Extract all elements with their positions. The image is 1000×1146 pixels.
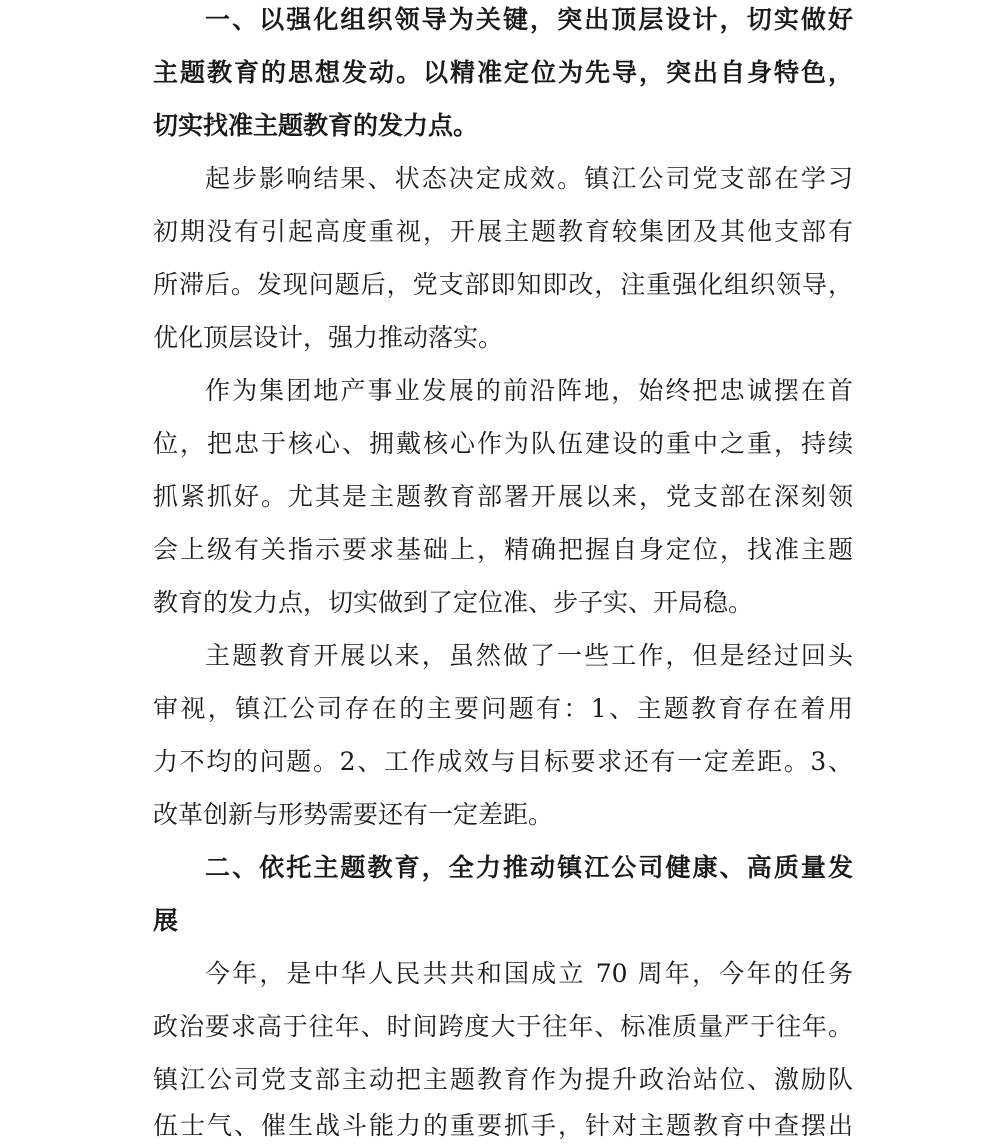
para-4-line-4: 伍士气、催生战斗能力的重要抓手，针对主题教育中查摆出 [153, 1111, 853, 1140]
heading-1-line-2: 主题教育的思想发动。以精准定位为先导，突出自身特色， [153, 58, 853, 87]
para-3-line-4: 改革创新与形势需要还有一定差距。 [153, 800, 554, 829]
para-1-line-4: 优化顶层设计，强力推动落实。 [153, 323, 504, 352]
para-2-line-1: 作为集团地产事业发展的前沿阵地，始终把忠诚摆在首 [205, 376, 853, 405]
para-4-line-2: 政治要求高于往年、时间跨度大于往年、标准质量严于往年。 [153, 1012, 853, 1041]
heading-1-line-3: 切实找准主题教育的发力点。 [153, 111, 479, 140]
para-4-line-1: 今年，是中华人民共共和国成立 70 周年，今年的任务 [205, 959, 853, 988]
para-2-line-3: 抓紧抓好。尤其是主题教育部署开展以来，党支部在深刻领 [153, 482, 853, 511]
para-1-line-2: 初期没有引起高度重视，开展主题教育较集团及其他支部有 [153, 217, 853, 246]
para-3-line-1: 主题教育开展以来，虽然做了一些工作，但是经过回头 [205, 641, 853, 670]
para-3-line-3: 力不均的问题。2、工作成效与目标要求还有一定差距。3、 [153, 747, 853, 776]
para-2-line-4: 会上级有关指示要求基础上，精确把握自身定位，找准主题 [153, 535, 853, 564]
para-2-line-5: 教育的发力点，切实做到了定位准、步子实、开局稳。 [153, 588, 754, 617]
heading-2-line-1: 二、依托主题教育，全力推动镇江公司健康、高质量发 [205, 853, 853, 882]
heading-1-line-1: 一、以强化组织领导为关键，突出顶层设计，切实做好 [205, 5, 853, 34]
para-2-line-2: 位，把忠于核心、拥戴核心作为队伍建设的重中之重，持续 [153, 429, 853, 458]
para-1-line-3: 所滞后。发现问题后，党支部即知即改，注重强化组织领导， [153, 270, 853, 299]
para-4-line-3: 镇江公司党支部主动把主题教育作为提升政治站位、激励队 [153, 1065, 853, 1094]
heading-2-line-2: 展 [153, 906, 179, 935]
para-3-line-2: 审视，镇江公司存在的主要问题有：1、主题教育存在着用 [153, 694, 853, 723]
para-1-line-1: 起步影响结果、状态决定成效。镇江公司党支部在学习 [205, 164, 853, 193]
